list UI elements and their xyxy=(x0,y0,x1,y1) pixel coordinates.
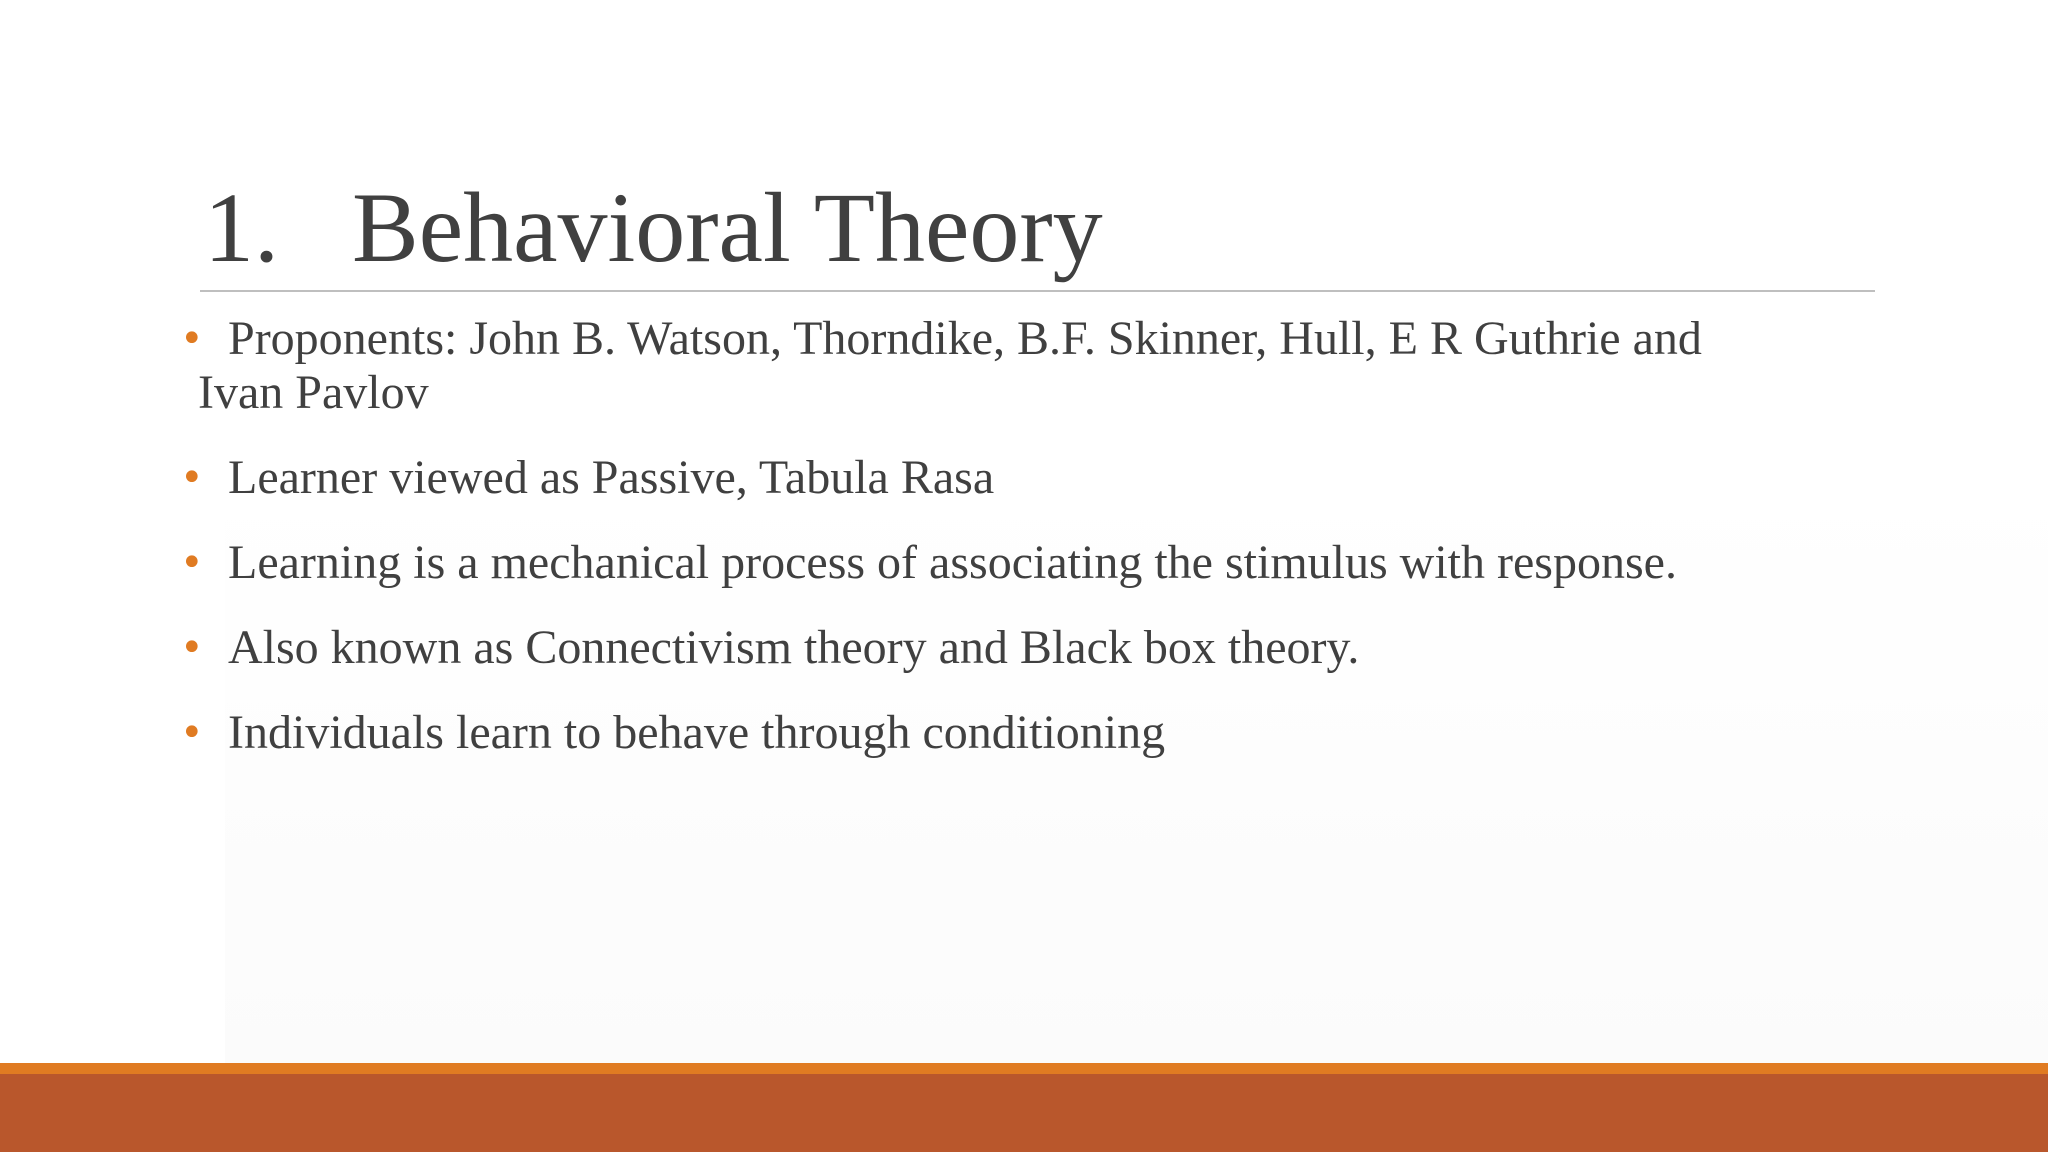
bullet-icon: • xyxy=(180,540,204,586)
bullet-icon: • xyxy=(180,625,204,671)
bullet-text: Also known as Connectivism theory and Black box theory. xyxy=(228,621,1360,674)
bullet-item-learning xyxy=(180,536,1860,590)
bullet-item-also-known xyxy=(180,621,1860,675)
bullet-icon: • xyxy=(180,455,204,501)
bullet-text: Learner viewed as Passive, Tabula Rasa xyxy=(228,451,995,504)
bullet-text: Learning is a mechanical process of associating the stimulus with response. xyxy=(228,536,1677,589)
slide-title xyxy=(204,168,1103,288)
bullet-text: Individuals learn to behave through conditioning xyxy=(228,706,1166,759)
bullet-item-learner xyxy=(180,451,1860,505)
title-divider xyxy=(200,290,1875,292)
bullet-icon: • xyxy=(180,316,204,362)
bullet-item-individuals xyxy=(180,706,1860,760)
bullet-item-proponents xyxy=(180,312,1860,420)
bullet-list xyxy=(180,312,1860,791)
footer-accent-bar xyxy=(0,1063,2048,1074)
title-text: Behavioral Theory xyxy=(352,172,1103,283)
bullet-text: Proponents: John B. Watson, Thorndike, B.F. Skinner, Hull, E R Guthrie and xyxy=(228,312,1702,365)
footer-bar xyxy=(0,1074,2048,1152)
bullet-text-continuation: Ivan Pavlov xyxy=(198,366,429,419)
title-number: 1. xyxy=(204,172,279,283)
bullet-icon: • xyxy=(180,710,204,756)
